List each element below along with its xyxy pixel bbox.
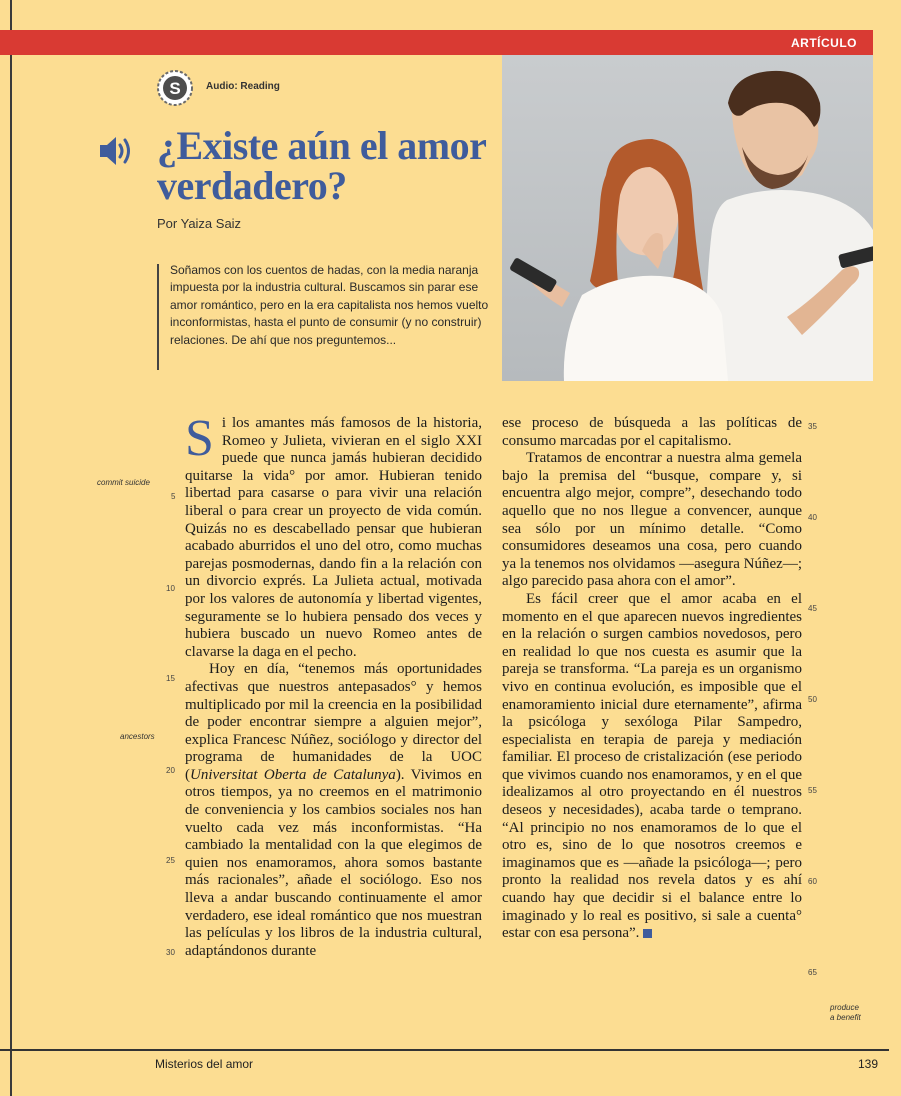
body-paragraph: Tratamos de encontrar a nuestra alma gemela bajo la premisa del “busque, compare y, si encuentra algo mejor, compre”, desechando todo aquello que no nos llegue a convencer, aunque sea sólo por un mínimo detalle. “Como consumidores deseamos una cosa, pero cuando ya la tenemos nos olvidamos —asegura Núñez—; algo parecido pasa ahora con el amor”.: [502, 450, 802, 590]
line-number: 35: [808, 422, 817, 431]
speaker-icon[interactable]: [98, 134, 134, 168]
italic-text: Universitat Oberta de Catalunya: [190, 766, 396, 783]
body-paragraph: [502, 591, 802, 943]
article-photo: [502, 55, 873, 381]
left-margin-rule: [10, 0, 12, 1096]
paragraph-text: i los amantes más famosos de la historia, Romeo y Julieta, vivieran en el siglo XXI puede que nunca jamás hubieran decidido quitarse la vida° por amor. Hubieran tenido libertad para casarse o para vivir una relación liberal o para crear un proyecto de vida común. Quizás no es descabellado pensar que hubieran acabado aburridos el uno del otro, como muchas parejas posmodernas, dando fin a la relación con un divorcio exprés. La Julieta actual, motivada por los valores de autonomía y libertad vigentes, seguramente se lo hubiera pensado dos veces y hubiera buscado un nuevo Romeo antes de clavarse la daga en el pecho.: [185, 415, 482, 660]
footer-rule: [0, 1049, 889, 1051]
gloss-commit-suicide: commit suicide: [97, 478, 150, 487]
body-column-1: [185, 410, 482, 960]
audio-logo-letter: S: [169, 79, 181, 98]
gloss-ancestors: ancestors: [120, 732, 155, 741]
article-title: ¿Existe aún el amor verdadero?: [157, 123, 486, 208]
gloss-line: produce: [830, 1003, 859, 1012]
gloss-line: a benefit: [830, 1013, 861, 1022]
page-number: 139: [857, 1057, 878, 1071]
section-label: ARTÍCULO: [791, 36, 857, 50]
paragraph-text: Hoy en día, “tenemos más oportunidades afectivas que nuestros antepasados° y hemos multiplicado por mil la creencia en la posibilidad de poder encontrar siempre a alguien mejor”, explica Francesc Núñez, sociólogo y director del programa de humanidades de la UOC (: [185, 661, 482, 783]
body-column-2: [502, 415, 802, 943]
line-number: 55: [808, 786, 817, 795]
line-number: 45: [808, 604, 817, 613]
audio-reading-logo[interactable]: [157, 70, 193, 106]
article-byline: Por Yaiza Saiz: [157, 216, 242, 231]
line-number: 30: [166, 948, 175, 957]
footer-section-title: Misterios del amor: [155, 1057, 254, 1071]
line-number: 15: [166, 674, 175, 683]
line-number: 25: [166, 856, 175, 865]
paragraph-text: Es fácil creer que el amor acaba en el momento en el que aparecen nuevos ingredientes en la relación o surgen cambios novedosos, pero en realidad lo que nos cuesta es asumir que la pareja se transforma. “La pareja es un organismo vivo en continua evolución, es imposible que el enamoramiento inicial dure eternamente”, afirma la psicóloga y sexóloga Pilar Sampedro, especialista en terapia de pareja y mediación familiar. El proceso de cristalización (ese periodo que vivimos cuando nos enamoramos, y en el que idealizamos al otro proyectando en él nuestros deseos y necesidades), acaba tarde o temprano. “Al principio no nos enamoramos de lo que el otro es, sino de lo que nosotros creemos e imaginamos que es —añade la psicóloga—; pero pronto la realidad nos revela datos y es ahí cuando hay que decidir si el balance entre lo imaginado y lo real es positivo, si sale a cuenta° estar con esa persona”.: [502, 590, 802, 942]
body-paragraph: [185, 661, 482, 960]
line-number: 40: [808, 513, 817, 522]
line-number: 20: [166, 766, 175, 775]
end-mark-icon: [643, 929, 652, 938]
line-number: 10: [166, 584, 175, 593]
gloss-produce-benefit: [830, 1003, 861, 1023]
line-number: 60: [808, 877, 817, 886]
line-number: 5: [171, 492, 176, 501]
audio-label: Audio: Reading: [206, 81, 280, 92]
article-intro: Soñamos con los cuentos de hadas, con la media naranja impuesta por la industria cultural. Buscamos sin parar ese amor romántico, pero en la era capitalista nos hemos vuelto inconformistas, hasta el punto de consumir (y no construir) relaciones. De ahí que nos preguntemos...: [170, 263, 489, 347]
drop-cap: S: [185, 410, 214, 467]
section-band: [0, 30, 873, 55]
line-number: 50: [808, 695, 817, 704]
intro-rule: [157, 264, 159, 370]
body-paragraph: [185, 410, 482, 661]
line-number: 65: [808, 968, 817, 977]
body-paragraph: ese proceso de búsqueda a las políticas de consumo marcadas por el capitalismo.: [502, 415, 802, 449]
paragraph-text: ). Vivimos en otros tiempos, ya no creemos en el matrimonio de conveniencia y los cambios sociales nos han vuelto cada vez más inconformistas. “Ha cambiado la mentalidad con la que elegimos de quien nos enamoramos, ahora somos bastante más racionales”, añade el sociólogo. Eso nos lleva a andar buscando continuamente el amor verdadero, ese ideal romántico que nos muestran las películas y los libros de la industria cultural, adaptándonos durante: [185, 766, 482, 959]
